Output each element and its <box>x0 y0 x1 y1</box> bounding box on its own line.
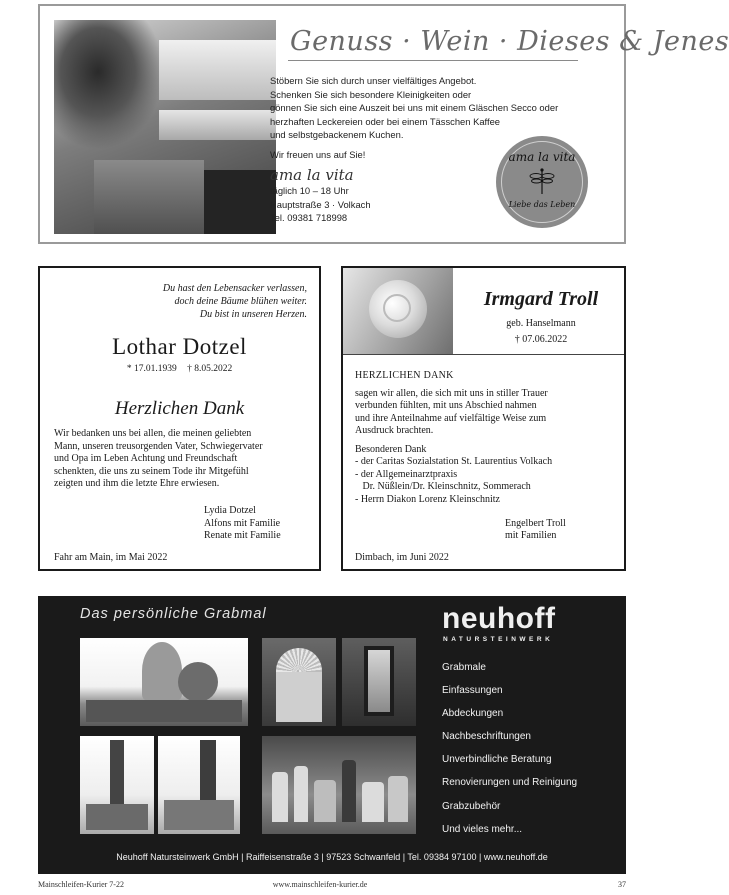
plant-shape <box>54 20 164 150</box>
body-line: schenkten, die uns zu seinem Tode ihr Mitgefühl <box>54 465 249 477</box>
divider <box>343 354 624 355</box>
special-thanks-list <box>355 444 552 506</box>
opening-hours: täglich 10 – 18 Uhr <box>270 185 349 196</box>
cafe-interior-photo <box>54 20 276 234</box>
list-item: Besonderen Dank <box>355 444 427 455</box>
deceased-name: Irmgard Troll <box>483 288 599 310</box>
ama-la-vita-logo <box>496 136 588 228</box>
deceased-name: Lothar Dotzel <box>112 334 247 359</box>
body-line: sagen wir allen, die sich mit uns in stiller Trauer <box>355 388 548 399</box>
cafe-brand-name: ama la vita <box>270 166 354 184</box>
intro-line: gönnen Sie sich eine Auszeit bei uns mit einem Gläschen Secco oder <box>270 102 559 113</box>
neuhoff-contact-footer: Neuhoff Natursteinwerk GmbH | Raiffeisenstraße 3 | 97523 Schwanfeld | Tel. 09384 97100 | www.neuhoff.de <box>116 852 548 862</box>
lantern-shape <box>364 646 394 716</box>
neuhoff-logo-subtitle: NATURSTEINWERK <box>443 636 554 643</box>
stone-block-shape <box>276 672 322 722</box>
stone-sculpture-photo <box>262 638 336 726</box>
thanks-heading: HERZLICHEN DANK <box>355 370 454 381</box>
service-item: Einfassungen <box>442 685 503 697</box>
headstone-shape <box>272 772 288 822</box>
grave-photo-1 <box>80 638 248 726</box>
publication-name: Mainschleifen-Kurier 7-22 <box>38 880 124 889</box>
list-item: - Herrn Diakon Lorenz Kleinschnitz <box>355 493 500 505</box>
thanks-heading: Herzlichen Dank <box>114 398 245 419</box>
rose-photo <box>343 268 453 354</box>
fan-stone-shape <box>276 648 322 672</box>
headstone-shape <box>142 642 182 700</box>
grave-photo-2 <box>80 736 154 834</box>
neuhoff-logo: neuhoff <box>442 602 556 635</box>
obituary-quote <box>163 282 307 321</box>
grave-lantern-photo <box>342 638 416 726</box>
headstone-shape <box>294 766 308 822</box>
dragonfly-icon <box>527 166 557 196</box>
showroom-photo <box>262 736 416 834</box>
headstone-shape <box>110 740 124 810</box>
signature-line: Engelbert Troll <box>505 518 566 529</box>
neuhoff-slogan: Das persönliche Grabmal <box>80 606 267 622</box>
place-date: Dimbach, im Juni 2022 <box>355 552 449 563</box>
headstone-shape <box>362 782 384 822</box>
services-list <box>442 662 577 847</box>
cafe-ad-intro <box>270 74 620 142</box>
intro-line: Schenken Sie sich besondere Kleinigkeiten oder <box>270 88 472 100</box>
rose-inner-shape <box>383 294 411 322</box>
signatures <box>204 505 281 543</box>
service-item: Grabmale <box>442 662 486 673</box>
address: Hauptstraße 3 · Volkach <box>270 198 371 210</box>
obituary-body <box>355 388 548 438</box>
signature-line: Lydia Dotzel <box>204 505 256 516</box>
death-date: † 8.05.2022 <box>187 364 233 374</box>
cafe-greeting: Wir freuen uns auf Sie! <box>270 149 366 160</box>
neuhoff-advertisement <box>38 596 626 874</box>
service-item: Nachbeschriftungen <box>442 731 531 743</box>
signature-line: mit Familien <box>505 530 557 542</box>
signatures <box>505 518 566 543</box>
chalkboard-shape <box>204 170 276 234</box>
body-line: Wir bedanken uns bei allen, die meinen geliebten <box>54 428 252 439</box>
body-line: zeigten und ihm die letzte Ehre erwiesen. <box>54 478 220 490</box>
headstone-shape <box>388 776 408 822</box>
intro-line: und selbstgebackenem Kuchen. <box>270 129 404 140</box>
grave-border-shape <box>86 700 242 722</box>
grave-border-shape <box>86 804 148 830</box>
signature-line: Renate mit Familie <box>204 530 281 542</box>
service-item: Und vieles mehr... <box>442 823 523 835</box>
cafe-contact <box>270 184 371 225</box>
service-item: Unverbindliche Beratung <box>442 754 552 766</box>
body-line: und Opa im Leben Achtung und Freundschaft <box>54 453 238 465</box>
quote-line: Du bist in unseren Herzen. <box>199 309 307 320</box>
page-number: 37 <box>618 880 626 889</box>
list-item: - der Allgemeinarztpraxis <box>355 468 458 480</box>
birth-date: * 17.01.1939 <box>126 364 177 374</box>
cafe-ad-title: Genuss · Wein · Dieses & Jenes <box>290 26 729 57</box>
headstone-shape <box>342 760 356 822</box>
list-item: - der Caritas Sozialstation St. Laurentius Volkach <box>355 456 553 468</box>
place-date: Fahr am Main, im Mai 2022 <box>54 552 168 563</box>
obituary-body <box>54 428 316 491</box>
service-item: Abdeckungen <box>442 708 504 720</box>
counter-shape <box>94 160 204 234</box>
headstone-shape <box>178 662 218 702</box>
intro-line: Stöbern Sie sich durch unser vielfältiges Angebot. <box>270 75 477 86</box>
shelf-shape <box>159 40 276 100</box>
signature-line: Alfons mit Familie <box>204 517 281 529</box>
title-underline <box>288 60 578 61</box>
service-item: Grabzubehör <box>442 800 501 812</box>
page-footer <box>0 880 640 892</box>
shelf-shape-lower <box>159 110 276 140</box>
cafe-advertisement <box>38 4 729 244</box>
life-dates <box>40 364 319 374</box>
grave-border-shape <box>164 800 234 830</box>
body-line: und ihre Anteilnahme auf vielfältige Weise zum <box>355 412 547 424</box>
grave-photo-3 <box>158 736 240 834</box>
body-line: Ausdruck brachten. <box>355 425 434 437</box>
list-item: Dr. Nüßlein/Dr. Kleinschnitz, Sommerach <box>355 481 531 493</box>
phone: Tel. 09381 718998 <box>270 212 348 223</box>
body-line: Mann, unseren treusorgenden Vater, Schwiegervater <box>54 440 263 452</box>
logo-text-bottom: Liebe das Leben <box>508 200 576 209</box>
headstone-shape <box>314 780 336 822</box>
service-item: Renovierungen und Reinigung <box>442 777 578 789</box>
birth-name: geb. Hanselmann <box>506 318 576 329</box>
quote-line: Du hast den Lebensacker verlassen, <box>162 283 307 294</box>
intro-line: herzhaften Leckereien oder bei einem Tässchen Kaffee <box>270 115 501 127</box>
body-line: verbunden fühlten, mit uns Abschied nahmen <box>355 400 537 412</box>
logo-text-top: ama la vita <box>508 150 576 164</box>
quote-line: doch deine Bäume blühen weiter. <box>174 296 307 307</box>
obituary-lothar-dotzel <box>38 266 321 571</box>
publication-website: www.mainschleifen-kurier.de <box>272 880 368 889</box>
obituary-irmgard-troll <box>341 266 626 571</box>
death-date: † 07.06.2022 <box>514 334 568 345</box>
